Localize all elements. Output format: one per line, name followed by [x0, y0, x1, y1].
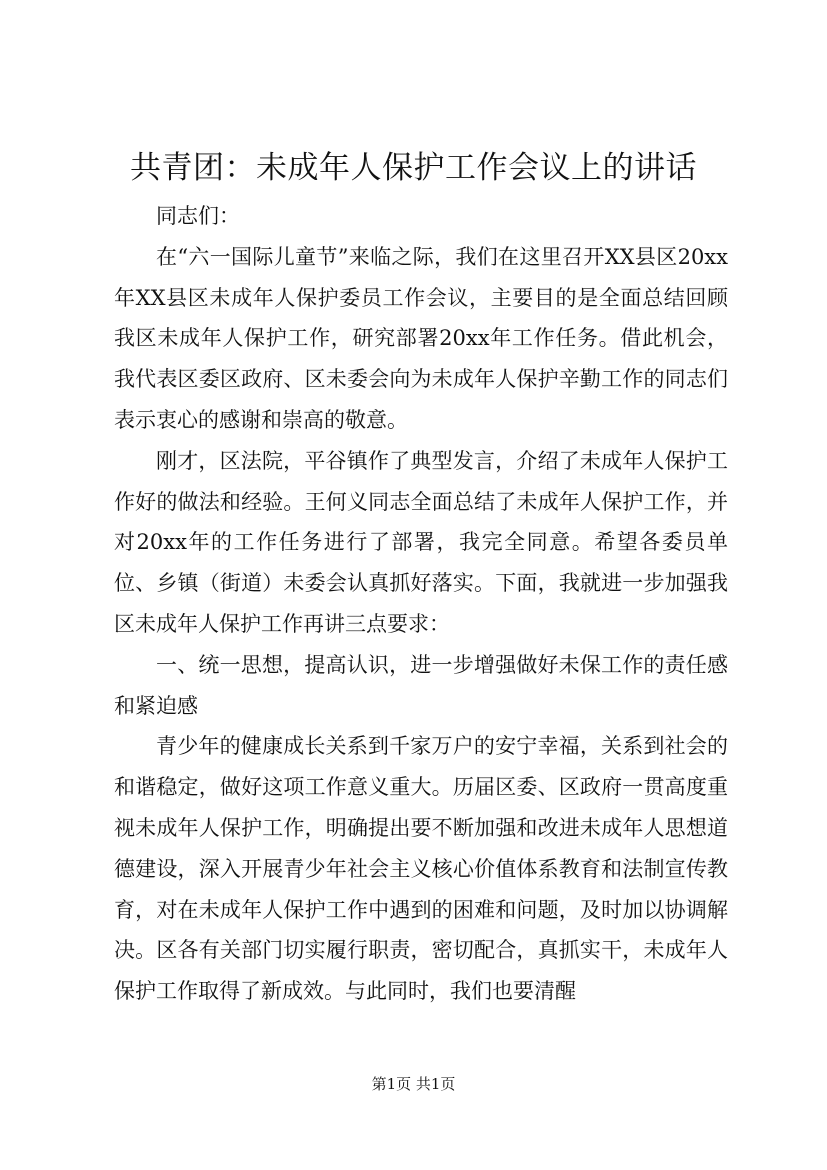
- section-1-paragraph: 青少年的健康成长关系到千家万户的安宁幸福，关系到社会的和谐稳定，做好这项工作意义重大。历届区委、区政府一贯高度重视未成年人保护工作，明确提出要不断加强和改进未成年人思想道德建设，深入开展青少年社会主义核心价值体系教育和法制宣传教育，对在未成年人保护工作中遇到的困难和问题，及时加以协调解决。区各有关部门切实履行职责，密切配合，真抓实干，未成年人保护工作取得了新成效。与此同时，我们也要清醒: [114, 734, 728, 1004]
- summary-paragraph: 刚才，区法院，平谷镇作了典型发言，介绍了未成年人保护工作好的做法和经验。王何义同志全面总结了未成年人保护工作，并对20xx年的工作任务进行了部署，我完全同意。希望各委员单位、乡镇（街道）未委会认真抓好落实。下面，我就进一步加强我区未成年人保护工作再讲三点要求：: [114, 448, 728, 636]
- salutation-paragraph: 同志们：: [156, 204, 240, 228]
- intro-paragraph: 在“六一国际儿童节”来临之际，我们在这里召开XX县区20xx年XX县区未成年人保护委员工作会议，主要目的是全面总结回顾我区未成年人保护工作，研究部署20xx年工作任务。借此机会，我代表区委区政府、区未委会向为未成年人保护辛勤工作的同志们表示衷心的感谢和崇高的敬意。: [114, 244, 728, 432]
- document-body: [114, 196, 728, 1012]
- section-heading-1: 一、统一思想，提高认识，进一步增强做好未保工作的责任感和紧迫感: [114, 652, 728, 718]
- document-title: 共青团：未成年人保护工作会议上的讲话: [130, 150, 697, 186]
- page-number-footer: 第1页 共1页: [371, 1075, 456, 1093]
